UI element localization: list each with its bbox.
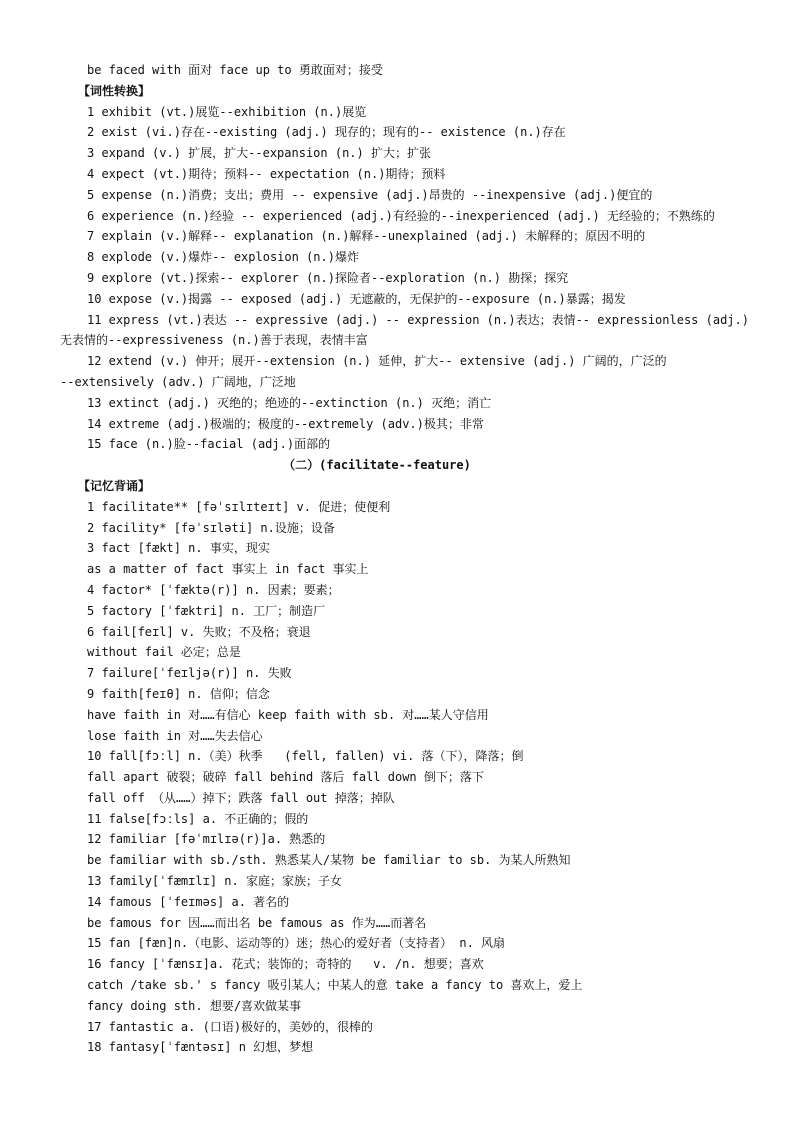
text-line: 11 false[fɔːls] a. 不正确的；假的	[87, 811, 309, 826]
text-line: 9 explore (vt.)探索-- explorer (n.)探险者--exploration (n.) 勘探；探究	[87, 270, 569, 285]
text-line: --extensively (adv.) 广阔地，广泛地	[60, 374, 296, 389]
section-heading: 【记忆背诵】	[78, 478, 151, 493]
text-line: 2 facility* [fəˈsɪləti] n.设施；设备	[87, 520, 335, 535]
text-line: 4 expect (vt.)期待；预料-- expectation (n.)期待；预料	[87, 166, 446, 181]
text-line: 10 expose (v.)揭露 -- exposed (adj.) 无遮蔽的，无保护的--exposure (n.)暴露；揭发	[87, 291, 626, 306]
text-line: 17 fantastic a. (口语)极好的，美妙的，很棒的	[87, 1019, 374, 1034]
text-line: 11 express (vt.)表达 -- expressive (adj.) -- expression (n.)表达；表情-- expressionless (adj.)	[87, 312, 749, 327]
document-page	[0, 60, 794, 1058]
text-line: 12 extend (v.) 伸开；展开--extension (n.) 延伸，扩大-- extensive (adj.) 广阔的，广泛的	[87, 354, 667, 369]
section-title: （二）(facilitate--feature)	[283, 458, 471, 473]
text-line: 1 exhibit (vt.)展览--exhibition (n.)展览	[87, 104, 367, 119]
text-line: 7 explain (v.)解释-- explanation (n.)解释--unexplained (adj.) 未解释的；原因不明的	[87, 229, 646, 244]
text-line: 1 facilitate** [fəˈsɪlɪteɪt] v. 促进；使便利	[87, 499, 391, 514]
text-line: 8 explode (v.)爆炸-- explosion (n.)爆炸	[87, 250, 359, 265]
text-line: 6 experience (n.)经验 -- experienced (adj.)有经验的--inexperienced (adj.) 无经验的；不熟练的	[87, 208, 715, 223]
text-line: be famous for 因……而出名 be famous as 作为……而著名	[87, 915, 427, 930]
text-line: 14 extreme (adj.)极端的；极度的--extremely (adv.)极其；非常	[87, 416, 484, 431]
text-line: be faced with 面对 face up to 勇敢面对；接受	[87, 63, 383, 77]
text-line: 12 familiar [fəˈmɪlɪə(r)]a. 熟悉的	[87, 832, 326, 847]
text-line: lose faith in 对……失去信心	[87, 728, 263, 743]
text-line: 7 failure[ˈfeɪljə(r)] n. 失败	[87, 666, 292, 681]
text-line: catch /take sb.' s fancy 吸引某人；中某人的意 take a fancy to 喜欢上，爱上	[87, 978, 583, 993]
text-line: fancy doing sth. 想要/喜欢做某事	[87, 998, 302, 1013]
text-line: 9 faith[feɪθ] n. 信仰；信念	[87, 686, 270, 701]
text-line: 14 famous [ˈfeɪməs] a. 著名的	[87, 894, 290, 909]
text-line: 3 fact [fækt] n. 事实，现实	[87, 541, 270, 556]
text-line: 5 expense (n.)消费；支出；费用 -- expensive (adj.)昂贵的 --inexpensive (adj.)便宜的	[87, 187, 653, 202]
text-line: 4 factor* [ˈfæktə(r)] n. 因素；要素；	[87, 582, 340, 597]
text-body	[0, 60, 794, 1058]
text-line: fall off （从……）掉下；跌落 fall out 掉落；掉队	[87, 790, 395, 805]
text-line: 10 fall[fɔːl] n.（美）秋季 (fell, fallen) vi. 落（下），降落；倒	[87, 749, 524, 764]
text-line: without fail 必定；总是	[87, 645, 241, 660]
text-line: 15 fan [fæn]n.（电影、运动等的）迷；热心的爱好者（支持者） n. 风扇	[87, 936, 506, 951]
text-line: 18 fantasy[ˈfæntəsɪ] n 幻想，梦想	[87, 1040, 314, 1055]
text-line: fall apart 破裂；破碎 fall behind 落后 fall down 倒下；落下	[87, 770, 484, 785]
text-line: 6 fail[feɪl] v. 失败；不及格；衰退	[87, 624, 311, 639]
text-line: 13 family[ˈfæmɪlɪ] n. 家庭；家族；子女	[87, 874, 342, 889]
text-line: 16 fancy [ˈfænsɪ]a. 花式；装饰的；奇特的 v. /n. 想要；喜欢	[87, 957, 484, 972]
text-line: 2 exist (vi.)存在--existing (adj.) 现存的；现有的-- existence (n.)存在	[87, 125, 566, 140]
section-heading: 【词性转换】	[78, 83, 151, 98]
text-line: 13 extinct (adj.) 灭绝的；绝迹的--extinction (n.) 灭绝；消亡	[87, 395, 492, 410]
text-line: 15 face (n.)脸--facial (adj.)面部的	[87, 437, 331, 452]
text-line: 5 factory [ˈfæktri] n. 工厂；制造厂	[87, 603, 326, 618]
text-line: be familiar with sb./sth. 熟悉某人/某物 be familiar to sb. 为某人所熟知	[87, 853, 571, 868]
text-line: as a matter of fact 事实上 in fact 事实上	[87, 562, 369, 577]
text-line: 3 expand (v.) 扩展，扩大--expansion (n.) 扩大；扩张	[87, 146, 431, 161]
text-line: have faith in 对……有信心 keep faith with sb. 对……某人守信用	[87, 707, 489, 722]
text-line: 无表情的--expressiveness (n.)善于表现，表情丰富	[60, 333, 368, 348]
